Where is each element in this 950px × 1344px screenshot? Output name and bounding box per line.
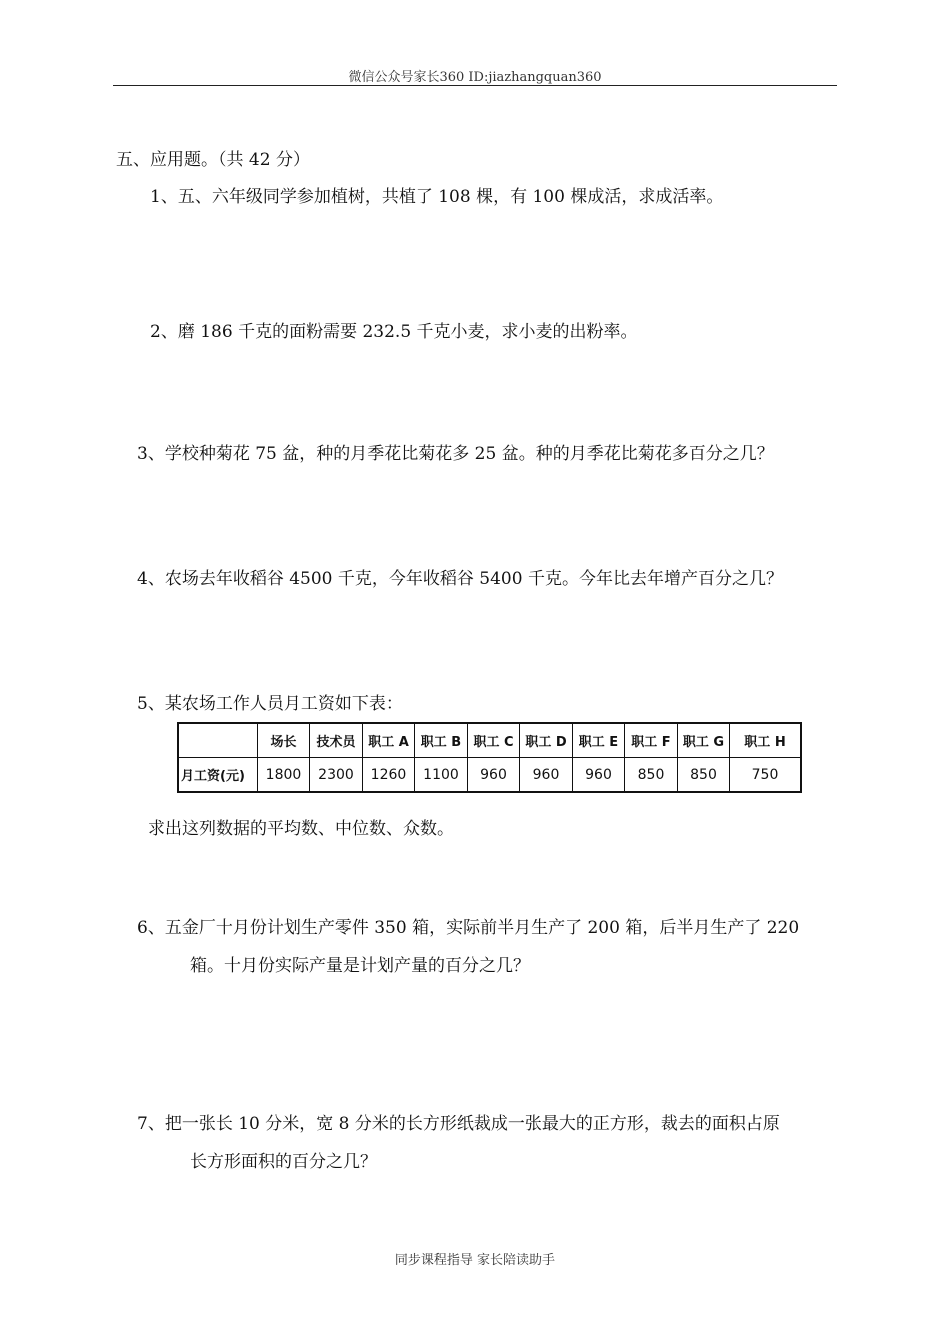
value-cell: 1100: [415, 758, 468, 793]
question-5: 5、某农场工作人员月工资如下表：: [137, 694, 403, 714]
wage-table-value-row: [178, 758, 801, 793]
question-5-followup: 求出这列数据的平均数、中位数、众数。: [148, 819, 454, 839]
header-cell: 职工 A: [363, 723, 415, 758]
page-header: 微信公众号家长360 ID:jiazhangquan360: [348, 70, 602, 85]
header-cell: 职工 B: [415, 723, 468, 758]
header-cell: 职工 F: [625, 723, 678, 758]
question-2: 2、磨 186 千克的面粉需要 232.5 千克小麦，求小麦的出粉率。: [150, 322, 638, 342]
value-cell: 1260: [363, 758, 415, 793]
question-4: 4、农场去年收稻谷 4500 千克，今年收稻谷 5400 千克。今年比去年增产百分之几？: [137, 569, 783, 589]
question-7-line-1: 7、把一张长 10 分米，宽 8 分米的长方形纸裁成一张最大的正方形，裁去的面积占原: [137, 1114, 780, 1134]
question-6-line-2: 箱。十月份实际产量是计划产量的百分之几？: [190, 956, 530, 976]
page-footer: 同步课程指导 家长陪读助手: [394, 1253, 556, 1268]
question-6-line-1: 6、五金厂十月份计划生产零件 350 箱，实际前半月生产了 200 箱，后半月生产了 220: [137, 918, 800, 938]
question-1: 1、五、六年级同学参加植树，共植了 108 棵，有 100 棵成活，求成活率。: [150, 187, 724, 207]
value-cell: 960: [520, 758, 573, 793]
header-cell-empty: [178, 723, 258, 758]
section-title: 五、应用题。（共 42 分）: [116, 150, 310, 170]
header-cell: 职工 E: [573, 723, 625, 758]
question-3: 3、学校种菊花 75 盆，种的月季花比菊花多 25 盆。种的月季花比菊花多百分之几？: [137, 444, 774, 464]
row-label-cell: 月工资(元): [178, 758, 258, 793]
value-cell: 1800: [258, 758, 310, 793]
value-cell: 960: [573, 758, 625, 793]
value-cell: 750: [730, 758, 802, 793]
header-cell: 职工 G: [678, 723, 730, 758]
wage-table-header-row: [178, 723, 801, 758]
header-cell: 职工 C: [468, 723, 520, 758]
header-cell: 技术员: [310, 723, 363, 758]
header-rule: [113, 85, 837, 86]
question-7-line-2: 长方形面积的百分之几？: [190, 1152, 377, 1172]
wage-table: [177, 722, 802, 793]
value-cell: 850: [678, 758, 730, 793]
header-cell: 职工 H: [730, 723, 802, 758]
value-cell: 2300: [310, 758, 363, 793]
value-cell: 960: [468, 758, 520, 793]
header-cell: 场长: [258, 723, 310, 758]
header-cell: 职工 D: [520, 723, 573, 758]
value-cell: 850: [625, 758, 678, 793]
